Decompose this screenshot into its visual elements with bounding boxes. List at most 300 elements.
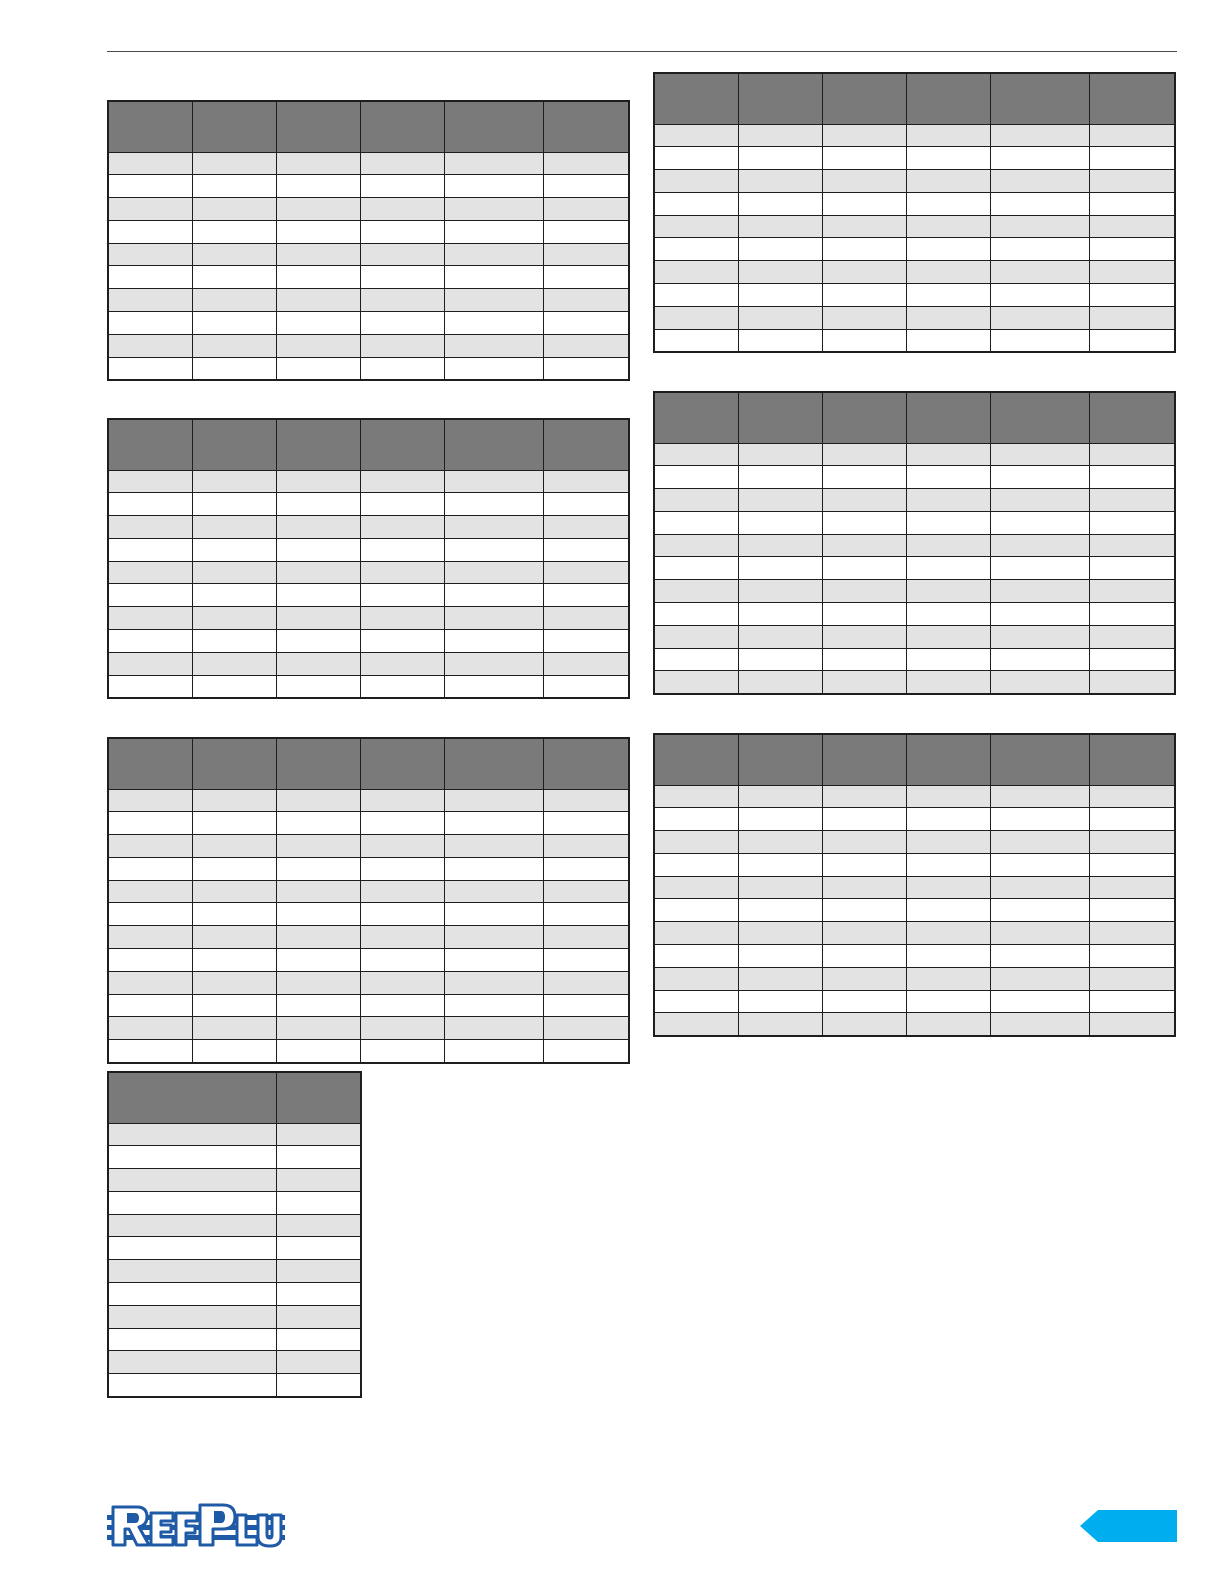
table-header-cell xyxy=(444,101,543,152)
table-cell xyxy=(822,648,906,671)
table-row xyxy=(654,990,1175,1013)
table-cell xyxy=(822,580,906,603)
table-cell xyxy=(444,266,543,289)
table-row xyxy=(654,466,1175,489)
table-header-cell xyxy=(1089,392,1175,443)
table-cell xyxy=(738,466,822,489)
table-header-cell xyxy=(360,419,444,470)
table-cell xyxy=(543,675,629,698)
table-header-cell xyxy=(738,734,822,785)
table-cell xyxy=(444,994,543,1017)
table-cell xyxy=(738,147,822,170)
table-header-cell xyxy=(543,101,629,152)
table-row xyxy=(108,789,629,812)
table-cell xyxy=(444,1017,543,1040)
table-cell xyxy=(543,516,629,539)
table-cell xyxy=(906,466,990,489)
table-row xyxy=(654,557,1175,580)
table-cell xyxy=(444,971,543,994)
table-cell xyxy=(192,789,276,812)
table-cell xyxy=(1089,489,1175,512)
table-cell xyxy=(108,630,192,653)
table-cell xyxy=(822,511,906,534)
table-cell xyxy=(276,607,360,630)
table-cell xyxy=(108,971,192,994)
table-cell xyxy=(822,238,906,261)
table-header-cell xyxy=(360,101,444,152)
table-cell xyxy=(444,312,543,335)
table-cell xyxy=(543,538,629,561)
table-cell xyxy=(276,175,360,198)
table-cell xyxy=(543,971,629,994)
table-cell xyxy=(108,926,192,949)
table-cell xyxy=(990,648,1089,671)
table-row xyxy=(108,1040,629,1063)
table-cell xyxy=(444,926,543,949)
table-cell xyxy=(654,808,738,831)
table-cell xyxy=(990,170,1089,193)
table-header-row xyxy=(654,73,1175,124)
table-cell xyxy=(360,926,444,949)
table-row xyxy=(654,329,1175,352)
table-cell xyxy=(1089,831,1175,854)
table-cell xyxy=(108,1260,276,1283)
table-cell xyxy=(543,289,629,312)
table-cell xyxy=(906,808,990,831)
table-cell xyxy=(906,215,990,238)
table-row xyxy=(654,443,1175,466)
top-rule xyxy=(107,51,1177,52)
table-cell xyxy=(276,926,360,949)
table-header-row xyxy=(654,734,1175,785)
table-row xyxy=(108,175,629,198)
table-cell xyxy=(543,334,629,357)
table-cell xyxy=(1089,1013,1175,1036)
table-row xyxy=(654,170,1175,193)
table-cell xyxy=(108,652,192,675)
table-header-cell xyxy=(738,392,822,443)
table-cell xyxy=(822,466,906,489)
table-cell xyxy=(360,220,444,243)
table-cell xyxy=(1089,170,1175,193)
table-row xyxy=(654,489,1175,512)
table-row xyxy=(654,967,1175,990)
table-cell xyxy=(276,1191,361,1214)
table-cell xyxy=(822,671,906,694)
table-cell xyxy=(360,198,444,221)
table-cell xyxy=(1089,808,1175,831)
table-cell xyxy=(276,835,360,858)
table-cell xyxy=(192,538,276,561)
table-row xyxy=(108,538,629,561)
table-cell xyxy=(276,198,360,221)
table-cell xyxy=(906,329,990,352)
table-cell xyxy=(654,603,738,626)
table-cell xyxy=(360,152,444,175)
table-cell xyxy=(990,192,1089,215)
table-cell xyxy=(108,198,192,221)
table-cell xyxy=(543,266,629,289)
table-cell xyxy=(906,1013,990,1036)
table-cell xyxy=(738,808,822,831)
table-cell xyxy=(192,835,276,858)
table-cell xyxy=(360,630,444,653)
table-cell xyxy=(738,990,822,1013)
table-cell xyxy=(276,357,360,380)
table-cell xyxy=(822,261,906,284)
table-header-cell xyxy=(108,101,192,152)
table-cell xyxy=(444,584,543,607)
table-row xyxy=(108,1146,361,1169)
table-row xyxy=(654,580,1175,603)
table-row xyxy=(108,198,629,221)
table-cell xyxy=(444,243,543,266)
table-cell xyxy=(444,289,543,312)
table-row xyxy=(108,220,629,243)
table-cell xyxy=(108,1351,276,1374)
table-cell xyxy=(1089,124,1175,147)
table-cell xyxy=(990,967,1089,990)
table-header-cell xyxy=(990,734,1089,785)
table-cell xyxy=(654,170,738,193)
table-cell xyxy=(906,147,990,170)
table-header-cell xyxy=(276,101,360,152)
table-row xyxy=(654,284,1175,307)
table-cell xyxy=(192,493,276,516)
table-cell xyxy=(822,899,906,922)
table-cell xyxy=(990,990,1089,1013)
table-cell xyxy=(276,949,360,972)
table-cell xyxy=(822,284,906,307)
table-cell xyxy=(1089,443,1175,466)
table-cell xyxy=(543,198,629,221)
table-cell xyxy=(276,857,360,880)
table-row xyxy=(654,785,1175,808)
table-cell xyxy=(276,903,360,926)
table-cell xyxy=(108,789,192,812)
table-cell xyxy=(192,334,276,357)
table-cell xyxy=(360,971,444,994)
table-cell xyxy=(444,857,543,880)
table-cell xyxy=(738,238,822,261)
table-cell xyxy=(360,1017,444,1040)
table-header-cell xyxy=(738,73,822,124)
table-cell xyxy=(738,557,822,580)
table-cell xyxy=(360,835,444,858)
table-cell xyxy=(360,857,444,880)
table-cell xyxy=(906,534,990,557)
table-cell xyxy=(543,470,629,493)
table-cell xyxy=(990,876,1089,899)
table-cell xyxy=(543,607,629,630)
table-cell xyxy=(738,831,822,854)
table-row xyxy=(108,949,629,972)
table-cell xyxy=(543,152,629,175)
table-cell xyxy=(108,584,192,607)
table-cell xyxy=(360,538,444,561)
table-row xyxy=(654,831,1175,854)
table-cell xyxy=(543,926,629,949)
table-header-row xyxy=(108,1072,361,1123)
table-cell xyxy=(1089,147,1175,170)
table-row xyxy=(108,903,629,926)
table-cell xyxy=(543,1040,629,1063)
table-header-cell xyxy=(444,738,543,789)
table-cell xyxy=(738,170,822,193)
table-cell xyxy=(1089,192,1175,215)
table-cell xyxy=(444,812,543,835)
table-header-cell xyxy=(654,73,738,124)
spec-table-right-3 xyxy=(653,733,1176,1037)
table-cell xyxy=(108,493,192,516)
table-cell xyxy=(543,584,629,607)
table-cell xyxy=(990,580,1089,603)
table-cell xyxy=(654,557,738,580)
table-row xyxy=(108,630,629,653)
table-row xyxy=(108,1017,629,1040)
table-cell xyxy=(108,812,192,835)
table-header-cell xyxy=(108,1072,276,1123)
table-cell xyxy=(654,124,738,147)
table-cell xyxy=(822,945,906,968)
table-cell xyxy=(738,306,822,329)
table-cell xyxy=(444,789,543,812)
table-cell xyxy=(192,584,276,607)
table-row xyxy=(654,511,1175,534)
table-header-cell xyxy=(360,738,444,789)
table-cell xyxy=(192,561,276,584)
table-cell xyxy=(276,652,360,675)
table-cell xyxy=(738,534,822,557)
table-cell xyxy=(990,853,1089,876)
table-row xyxy=(108,1283,361,1306)
table-header-cell xyxy=(192,738,276,789)
table-cell xyxy=(738,922,822,945)
table-cell xyxy=(192,266,276,289)
table-cell xyxy=(276,516,360,539)
table-cell xyxy=(108,880,192,903)
table-cell xyxy=(654,489,738,512)
table-cell xyxy=(822,967,906,990)
table-cell xyxy=(543,220,629,243)
table-row xyxy=(654,876,1175,899)
table-row xyxy=(654,534,1175,557)
table-cell xyxy=(543,357,629,380)
table-row xyxy=(654,808,1175,831)
table-row xyxy=(108,1305,361,1328)
table-cell xyxy=(276,1169,361,1192)
table-cell xyxy=(654,443,738,466)
table-cell xyxy=(360,516,444,539)
table-cell xyxy=(822,557,906,580)
table-row xyxy=(654,899,1175,922)
table-cell xyxy=(738,443,822,466)
table-row xyxy=(108,926,629,949)
table-cell xyxy=(108,470,192,493)
table-cell xyxy=(108,675,192,698)
table-row xyxy=(108,971,629,994)
table-cell xyxy=(108,857,192,880)
table-cell xyxy=(543,949,629,972)
table-row xyxy=(654,215,1175,238)
table-cell xyxy=(822,1013,906,1036)
table-row xyxy=(108,675,629,698)
table-cell xyxy=(192,675,276,698)
table-cell xyxy=(444,516,543,539)
table-cell xyxy=(276,152,360,175)
table-cell xyxy=(822,990,906,1013)
table-cell xyxy=(543,903,629,926)
table-header-row xyxy=(108,419,629,470)
table-cell xyxy=(360,289,444,312)
table-cell xyxy=(276,812,360,835)
table-cell xyxy=(906,625,990,648)
table-header-cell xyxy=(822,734,906,785)
table-cell xyxy=(738,261,822,284)
table-cell xyxy=(543,812,629,835)
table-row xyxy=(108,266,629,289)
table-cell xyxy=(444,607,543,630)
spec-table-left-2 xyxy=(107,418,630,699)
table-cell xyxy=(906,511,990,534)
table-header-cell xyxy=(906,73,990,124)
table-cell xyxy=(192,880,276,903)
table-header-row xyxy=(108,101,629,152)
table-cell xyxy=(276,493,360,516)
table-cell xyxy=(276,675,360,698)
table-cell xyxy=(990,1013,1089,1036)
table-cell xyxy=(276,1237,361,1260)
table-cell xyxy=(108,1305,276,1328)
table-cell xyxy=(276,1305,361,1328)
table-header-row xyxy=(654,392,1175,443)
table-cell xyxy=(822,785,906,808)
table-header-cell xyxy=(543,738,629,789)
table-cell xyxy=(654,466,738,489)
table-cell xyxy=(360,357,444,380)
table-header-cell xyxy=(192,101,276,152)
table-cell xyxy=(192,903,276,926)
table-row xyxy=(108,1328,361,1351)
table-row xyxy=(108,152,629,175)
table-cell xyxy=(444,538,543,561)
table-cell xyxy=(192,312,276,335)
table-cell xyxy=(444,835,543,858)
table-cell xyxy=(444,175,543,198)
table-cell xyxy=(276,1351,361,1374)
table-cell xyxy=(990,261,1089,284)
table-cell xyxy=(990,922,1089,945)
table-cell xyxy=(654,876,738,899)
table-cell xyxy=(738,853,822,876)
table-cell xyxy=(192,994,276,1017)
table-cell xyxy=(108,334,192,357)
table-cell xyxy=(1089,238,1175,261)
table-cell xyxy=(990,625,1089,648)
table-cell xyxy=(654,648,738,671)
table-cell xyxy=(108,1237,276,1260)
table-cell xyxy=(192,198,276,221)
table-cell xyxy=(654,511,738,534)
table-cell xyxy=(276,470,360,493)
table-cell xyxy=(906,170,990,193)
table-cell xyxy=(108,266,192,289)
table-cell xyxy=(108,1146,276,1169)
table-cell xyxy=(1089,603,1175,626)
table-cell xyxy=(108,1123,276,1146)
table-cell xyxy=(906,238,990,261)
table-cell xyxy=(108,289,192,312)
table-cell xyxy=(822,124,906,147)
table-row xyxy=(654,625,1175,648)
table-cell xyxy=(738,945,822,968)
table-cell xyxy=(654,261,738,284)
table-cell xyxy=(360,812,444,835)
table-cell xyxy=(360,584,444,607)
table-cell xyxy=(108,949,192,972)
table-cell xyxy=(990,489,1089,512)
table-cell xyxy=(822,170,906,193)
table-cell xyxy=(108,243,192,266)
table-cell xyxy=(543,561,629,584)
table-cell xyxy=(738,1013,822,1036)
table-cell xyxy=(276,1328,361,1351)
table-header-cell xyxy=(192,419,276,470)
table-cell xyxy=(543,880,629,903)
table-cell xyxy=(906,945,990,968)
table-header-cell xyxy=(444,419,543,470)
table-cell xyxy=(444,903,543,926)
table-cell xyxy=(1089,648,1175,671)
table-row xyxy=(108,1191,361,1214)
table-cell xyxy=(654,329,738,352)
table-cell xyxy=(654,625,738,648)
table-cell xyxy=(192,812,276,835)
table-cell xyxy=(543,243,629,266)
table-cell xyxy=(108,1040,192,1063)
table-cell xyxy=(990,511,1089,534)
table-cell xyxy=(906,580,990,603)
table-cell xyxy=(276,243,360,266)
table-cell xyxy=(906,853,990,876)
table-cell xyxy=(360,561,444,584)
table-row xyxy=(654,124,1175,147)
table-cell xyxy=(654,1013,738,1036)
table-cell xyxy=(360,493,444,516)
table-cell xyxy=(543,857,629,880)
table-cell xyxy=(444,561,543,584)
table-cell xyxy=(1089,284,1175,307)
table-row xyxy=(108,1374,361,1397)
table-cell xyxy=(990,785,1089,808)
table-cell xyxy=(444,220,543,243)
table-cell xyxy=(276,1283,361,1306)
table-cell xyxy=(822,443,906,466)
table-cell xyxy=(654,671,738,694)
table-header-row xyxy=(108,738,629,789)
table-header-cell xyxy=(822,73,906,124)
table-cell xyxy=(360,789,444,812)
table-cell xyxy=(1089,625,1175,648)
table-cell xyxy=(360,949,444,972)
table-cell xyxy=(360,880,444,903)
table-row xyxy=(108,470,629,493)
table-cell xyxy=(990,215,1089,238)
table-cell xyxy=(192,857,276,880)
table-cell xyxy=(108,152,192,175)
table-cell xyxy=(654,990,738,1013)
table-cell xyxy=(444,470,543,493)
